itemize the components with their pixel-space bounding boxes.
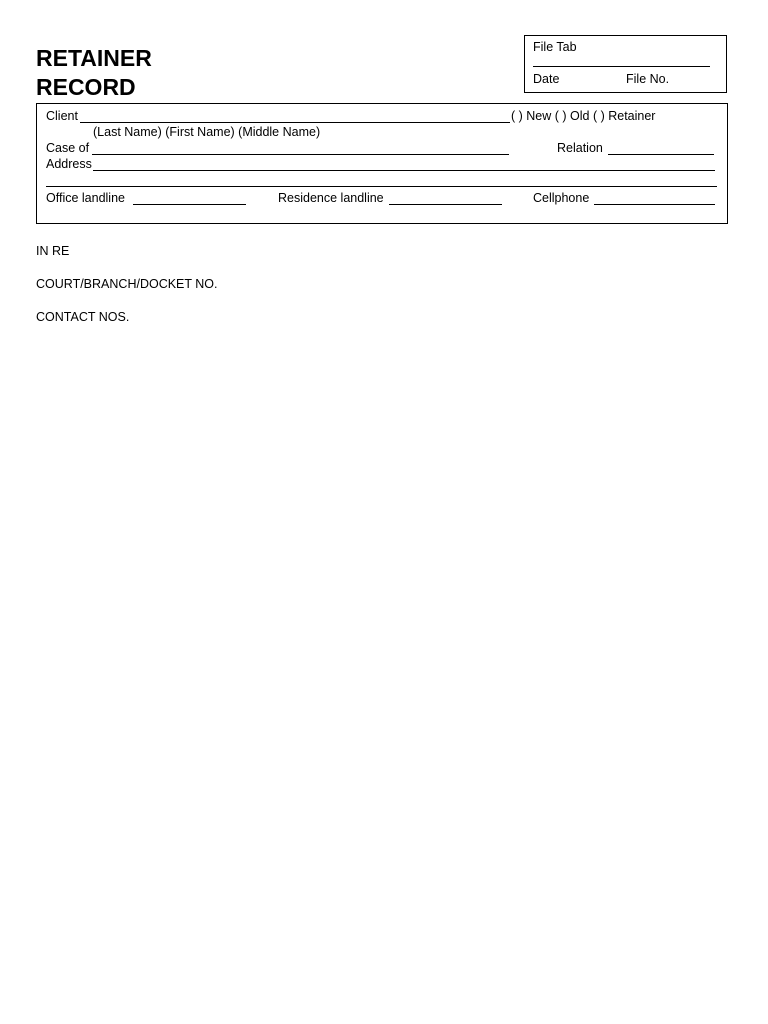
form-title-line1: RETAINER	[36, 45, 152, 71]
address-line-1[interactable]	[93, 170, 715, 171]
office-landline-label: Office landline	[46, 191, 125, 205]
contact-nos-label: CONTACT NOS.	[36, 310, 130, 324]
form-title	[36, 44, 152, 102]
file-no-label: File No.	[626, 72, 670, 86]
cellphone-line[interactable]	[594, 204, 715, 205]
cellphone-label: Cellphone	[533, 191, 590, 205]
case-of-line[interactable]	[92, 154, 509, 155]
residence-landline-label: Residence landline	[278, 191, 384, 205]
file-tab-line[interactable]	[533, 66, 710, 67]
relation-label: Relation	[557, 141, 603, 155]
client-status-options[interactable]: ( ) New ( ) Old ( ) Retainer	[511, 109, 656, 123]
relation-line[interactable]	[608, 154, 714, 155]
client-name-line[interactable]	[80, 122, 510, 123]
client-name-hint: (Last Name) (First Name) (Middle Name)	[93, 125, 321, 139]
address-line-2[interactable]	[46, 186, 717, 187]
file-tab-label: File Tab	[533, 40, 577, 54]
in-re-label: IN RE	[36, 244, 70, 258]
file-tab-box	[524, 35, 727, 93]
date-label: Date	[533, 72, 560, 86]
address-label: Address	[46, 157, 92, 171]
client-info-box	[36, 103, 728, 224]
case-of-label: Case of	[46, 141, 90, 155]
client-label: Client	[46, 109, 78, 123]
office-landline-line[interactable]	[133, 204, 246, 205]
residence-landline-line[interactable]	[389, 204, 502, 205]
court-branch-docket-label: COURT/BRANCH/DOCKET NO.	[36, 277, 218, 291]
form-title-line2: RECORD	[36, 74, 136, 100]
